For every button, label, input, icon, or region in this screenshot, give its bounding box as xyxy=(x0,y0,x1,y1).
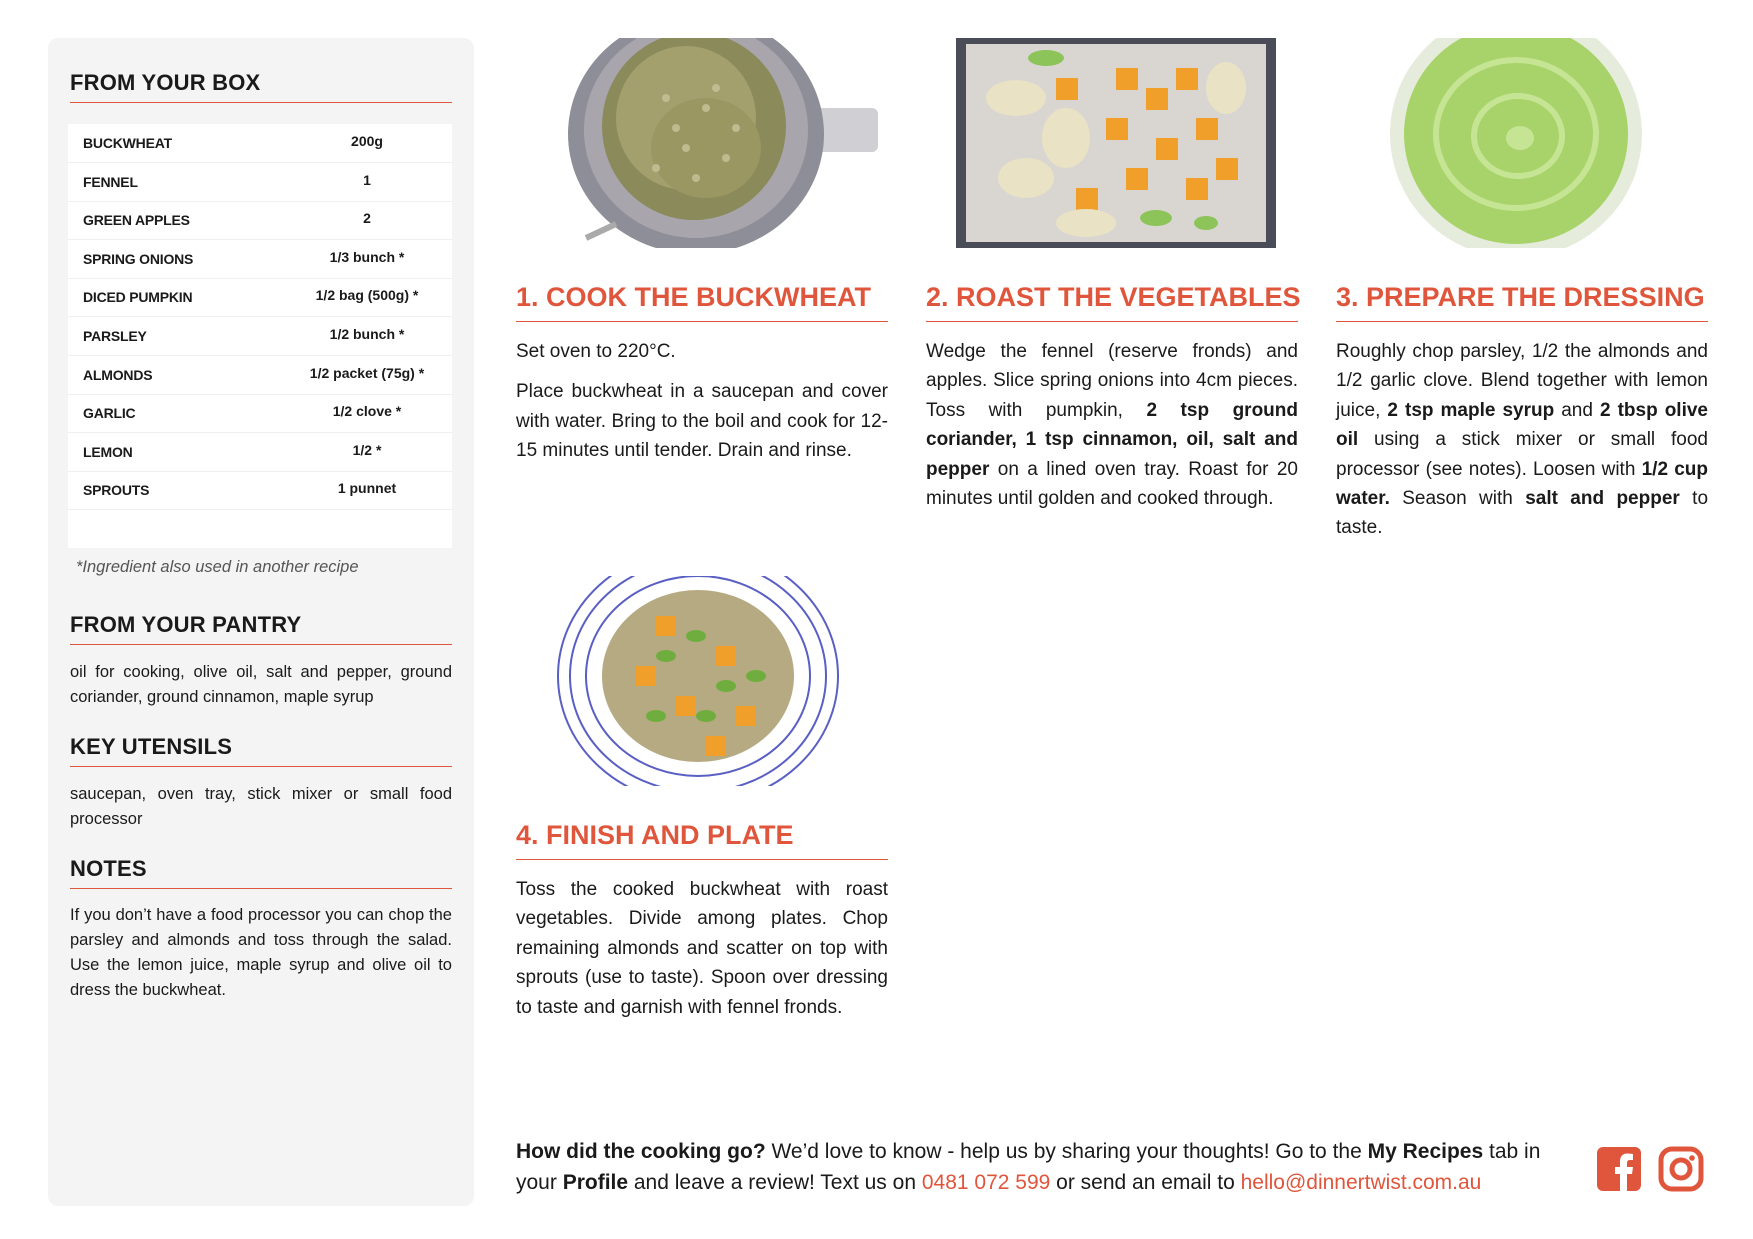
ingredients-table xyxy=(68,124,452,548)
profile-mention: Profile xyxy=(562,1171,629,1194)
step-2-title: 2. ROAST THE VEGETABLES xyxy=(926,282,1298,322)
ingredient-row xyxy=(68,394,452,433)
ingredient-quantity: 1/3 bunch * xyxy=(329,248,405,265)
utensils-text: saucepan, oven tray, stick mixer or small food processor xyxy=(70,785,452,828)
step-3-text-part2: and xyxy=(1554,399,1600,421)
ingredient-quantity: 1/2 packet (75g) * xyxy=(309,364,425,381)
ingredient-name: BUCKWHEAT xyxy=(83,135,172,151)
step-4-title: 4. FINISH AND PLATE xyxy=(516,820,888,860)
step-3-water: 1/2 cup water. xyxy=(1336,458,1708,510)
roast-vegetables-tray-photo xyxy=(956,38,1276,248)
ingredient-row xyxy=(68,201,452,240)
step-2-text-part2: on a lined oven tray. Roast for 20 minutes until golden and cooked through. xyxy=(926,458,1298,510)
step-1-title: 1. COOK THE BUCKWHEAT xyxy=(516,282,888,322)
step-3-body xyxy=(1336,337,1708,554)
ingredient-row xyxy=(68,433,452,472)
footer-text-3: and leave a review! Text us on xyxy=(628,1171,922,1194)
ingredient-row xyxy=(68,124,452,163)
ingredient-row xyxy=(68,240,452,279)
footer-text-2: tab in your xyxy=(516,1140,1541,1194)
ingredient-quantity: 1/2 bunch * xyxy=(329,326,405,342)
step-2-body xyxy=(926,337,1298,524)
facebook-icon[interactable] xyxy=(1596,1146,1642,1192)
step-3-olive-oil: 2 tbsp olive oil xyxy=(1336,399,1708,451)
ingredient-name: SPROUTS xyxy=(83,482,150,499)
ingredient-name: LEMON xyxy=(83,443,133,460)
ingredients-sidebar xyxy=(48,38,474,1206)
ingredient-quantity: 1/2 bag (500g) * xyxy=(315,287,419,304)
footer-text-1: We’d love to know - help us by sharing your thoughts! Go to the xyxy=(765,1140,1368,1163)
ingredient-name: FENNEL xyxy=(83,173,138,190)
step-3-text-part1: Roughly chop parsley, 1/2 the almonds and 1/2 garlic clove. Blend together with lemon juice, xyxy=(1336,341,1708,421)
step-3-text-part4: Season with xyxy=(1389,488,1526,510)
step-3-text-part5: to taste. xyxy=(1336,488,1709,539)
step-2-text-part1: Wedge the fennel (reserve fronds) and apples. Slice spring onions into 4cm pieces. Toss with pumpkin, xyxy=(926,341,1298,421)
ingredient-row xyxy=(68,471,452,510)
box-section-title: FROM YOUR BOX xyxy=(70,70,452,103)
ingredient-quantity: 1 xyxy=(363,171,371,188)
ingredient-row xyxy=(68,278,452,317)
email-link[interactable]: hello@dinnertwist.com.au xyxy=(1240,1171,1482,1194)
step-3-text-part3: using a stick mixer or small food processor (see notes). Loosen with xyxy=(1336,429,1708,480)
footer-text-4: or send an email to xyxy=(1050,1171,1241,1194)
ingredient-footnote: *Ingredient also used in another recipe xyxy=(76,558,359,576)
step-1-text-oven: Set oven to 220°C. xyxy=(516,341,676,362)
ingredient-name: SPRING ONIONS xyxy=(83,250,194,267)
notes-text: If you don’t have a food processor you can chop the parsley and almonds and toss through the salad. Use the lemon juice, maple syrup and olive oil to dress the buckwheat. xyxy=(70,906,452,999)
phone-number-link[interactable]: 0481 072 599 xyxy=(921,1171,1051,1194)
ingredient-quantity: 200g xyxy=(351,133,383,149)
feedback-footer xyxy=(516,1136,1576,1198)
step-3-salt-pepper: salt and pepper xyxy=(1525,488,1680,510)
ingredient-quantity: 2 xyxy=(363,210,371,227)
step-2-spices: 2 tsp ground coriander, 1 tsp cinnamon, oil, salt and pepper xyxy=(926,399,1298,480)
ingredient-name: GARLIC xyxy=(83,405,136,422)
footer-question: How did the cooking go? xyxy=(516,1140,766,1163)
ingredient-row xyxy=(68,356,452,395)
my-recipes-tab-mention: My Recipes xyxy=(1367,1140,1484,1163)
dressing-bowl-photo xyxy=(1386,38,1646,248)
step-1-text-buckwheat: Place buckwheat in a saucepan and cover with water. Bring to the boil and cook for 12-15 minutes until tender. Drain and rinse. xyxy=(516,381,888,462)
ingredient-name: PARSLEY xyxy=(83,328,147,344)
instagram-icon[interactable] xyxy=(1658,1146,1704,1192)
ingredient-quantity: 1/2 * xyxy=(352,441,382,458)
notes-section-title: NOTES xyxy=(70,856,452,889)
ingredient-quantity: 1 punnet xyxy=(337,480,397,497)
ingredient-name: ALMONDS xyxy=(83,366,153,383)
step-3-title: 3. PREPARE THE DRESSING xyxy=(1336,282,1708,322)
pantry-section-title: FROM YOUR PANTRY xyxy=(70,612,452,645)
plated-salad-photo xyxy=(556,576,840,786)
step-4-body xyxy=(516,875,888,1033)
ingredient-row xyxy=(68,317,452,356)
buckwheat-strainer-photo xyxy=(556,38,878,248)
step-4-text: Toss the cooked buckwheat with roast vegetables. Divide among plates. Chop remaining almonds and scatter on top with sprouts (use to taste). Spoon over dressing to taste and garnish with fennel fronds. xyxy=(516,879,888,1018)
step-3-maple-syrup: 2 tsp maple syrup xyxy=(1387,399,1555,421)
ingredient-row xyxy=(68,163,452,202)
ingredient-name: GREEN APPLES xyxy=(83,212,190,229)
ingredient-quantity: 1/2 clove * xyxy=(332,403,402,420)
pantry-text: oil for cooking, olive oil, salt and pepper, ground coriander, ground cinnamon, maple syrup xyxy=(70,663,452,706)
step-1-body xyxy=(516,337,888,477)
utensils-section-title: KEY UTENSILS xyxy=(70,734,452,767)
ingredient-name: DICED PUMPKIN xyxy=(83,289,193,306)
